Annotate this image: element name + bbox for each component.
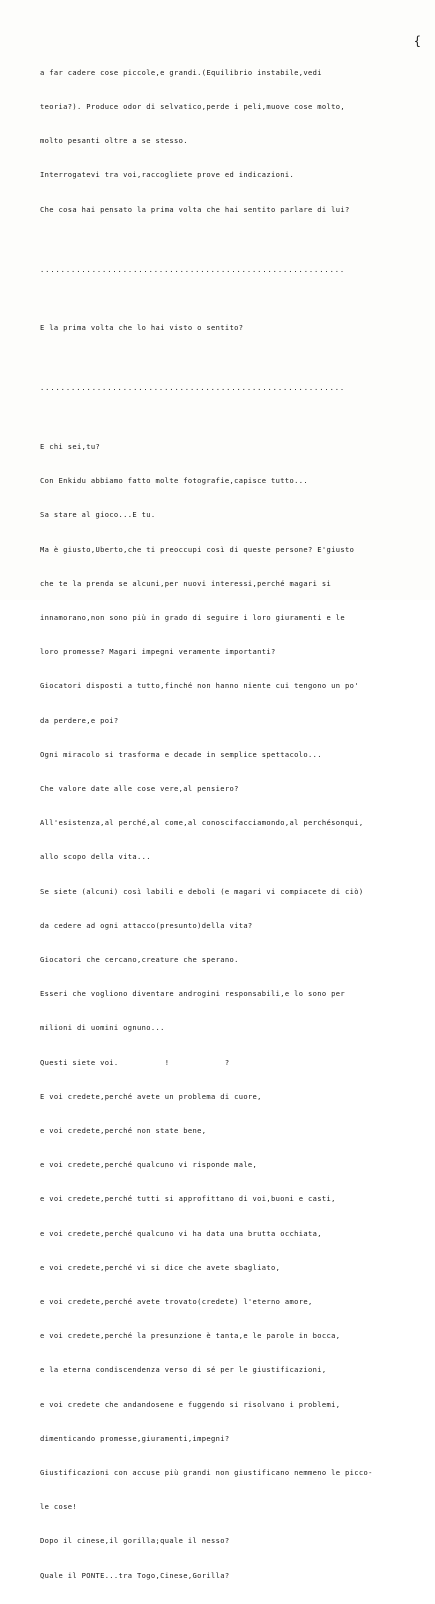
- text-line: Esseri che vogliono diventare androgini responsabili,e lo sono per: [40, 989, 345, 999]
- text-line: Giocatori che cercano,creature che sperano.: [40, 954, 239, 964]
- text-line: E la prima volta che lo hai visto o sentito?: [40, 323, 244, 333]
- text-line: innamorano,non sono più in grado di seguire i loro giuramenti e le: [40, 612, 345, 622]
- text-line: e voi credete,perché tutti si approfittano di voi,buoni e casti,: [40, 1194, 336, 1204]
- typewritten-text-block: [40, 44, 428, 1604]
- text-line: e voi credete,perché avete trovato(credete) l'eterno amore,: [40, 1296, 313, 1306]
- text-line: All'esistenza,al perché,al come,al conoscifacciamondo,al perchésonqui,: [40, 818, 364, 828]
- text-line: Quale il PONTE...tra Togo,Cinese,Gorilla?: [40, 1570, 230, 1580]
- text-line: Sa stare al gioco...E tu.: [40, 510, 156, 520]
- text-line: Questi siete voi. ! ?: [40, 1057, 230, 1067]
- text-line: e voi credete,perché qualcuno vi risponde male,: [40, 1160, 258, 1170]
- text-line: allo scopo della vita...: [40, 852, 151, 862]
- text-line: Ma è giusto,Uberto,che ti preoccupi così di queste persone? E'giusto: [40, 544, 355, 554]
- text-line: e la eterna condiscendenza verso di sé per le giustificazioni,: [40, 1365, 327, 1375]
- text-line: a far cadere cose piccole,e grandi.(Equilibrio instabile,vedi: [40, 67, 322, 77]
- text-line: Che cosa hai pensato la prima volta che hai sentito parlare di lui?: [40, 204, 350, 214]
- text-line: che te la prenda se alcuni,per nuovi interessi,perché magari si: [40, 578, 332, 588]
- text-line: le cose!: [40, 1502, 77, 1512]
- text-line: E chi sei,tu?: [40, 441, 101, 451]
- text-line: molto pesanti oltre a se stesso.: [40, 136, 188, 146]
- text-line: e voi credete,perché qualcuno vi ha data una brutta occhiata,: [40, 1228, 322, 1238]
- text-line: Giocatori disposti a tutto,finché non hanno niente cui tengono un po': [40, 681, 359, 691]
- text-line: Che valore date alle cose vere,al pensiero?: [40, 783, 239, 793]
- text-line: e voi credete che andandosene e fuggendo si risolvano i problemi,: [40, 1399, 341, 1409]
- text-line: Dopo il cinese,il gorilla;quale il nesso?: [40, 1536, 230, 1546]
- text-line: da perdere,e poi?: [40, 715, 119, 725]
- text-line: da cedere ad ogni attacco(presunto)della vita?: [40, 920, 253, 930]
- text-line: Se siete (alcuni) così labili e deboli (e magari vi compiacete di ciò): [40, 886, 364, 896]
- text-line: Con Enkidu abbiamo fatto molte fotografie,capisce tutto...: [40, 476, 309, 486]
- text-line: loro promesse? Magari impegni veramente importanti?: [40, 647, 276, 657]
- page-mark: {: [413, 34, 421, 48]
- text-line: milioni di uomini ognuno...: [40, 1023, 165, 1033]
- text-line: Interrogatevi tra voi,raccogliete prove ed indicazioni.: [40, 170, 295, 180]
- text-line: Ogni miracolo si trasforma e decade in semplice spettacolo...: [40, 749, 322, 759]
- text-line: e voi credete,perché la presunzione è tanta,e le parole in bocca,: [40, 1331, 341, 1341]
- text-line: e voi credete,perché non state bene,: [40, 1125, 207, 1135]
- text-line: teoria?). Produce odor di selvatico,perde i peli,muove cose molto,: [40, 102, 345, 112]
- text-line: E voi credete,perché avete un problema di cuore,: [40, 1091, 262, 1101]
- text-line: e voi credete,perché vi si dice che avete sbagliato,: [40, 1262, 281, 1272]
- text-line: dimenticando promesse,giuramenti,impegni?: [40, 1433, 230, 1443]
- text-line: Giustificazioni con accuse più grandi non giustificano nemmeno le picco-: [40, 1468, 373, 1477]
- dotted-answer-line: ...........................................................: [40, 264, 346, 274]
- dotted-answer-line: ...........................................................: [40, 383, 346, 393]
